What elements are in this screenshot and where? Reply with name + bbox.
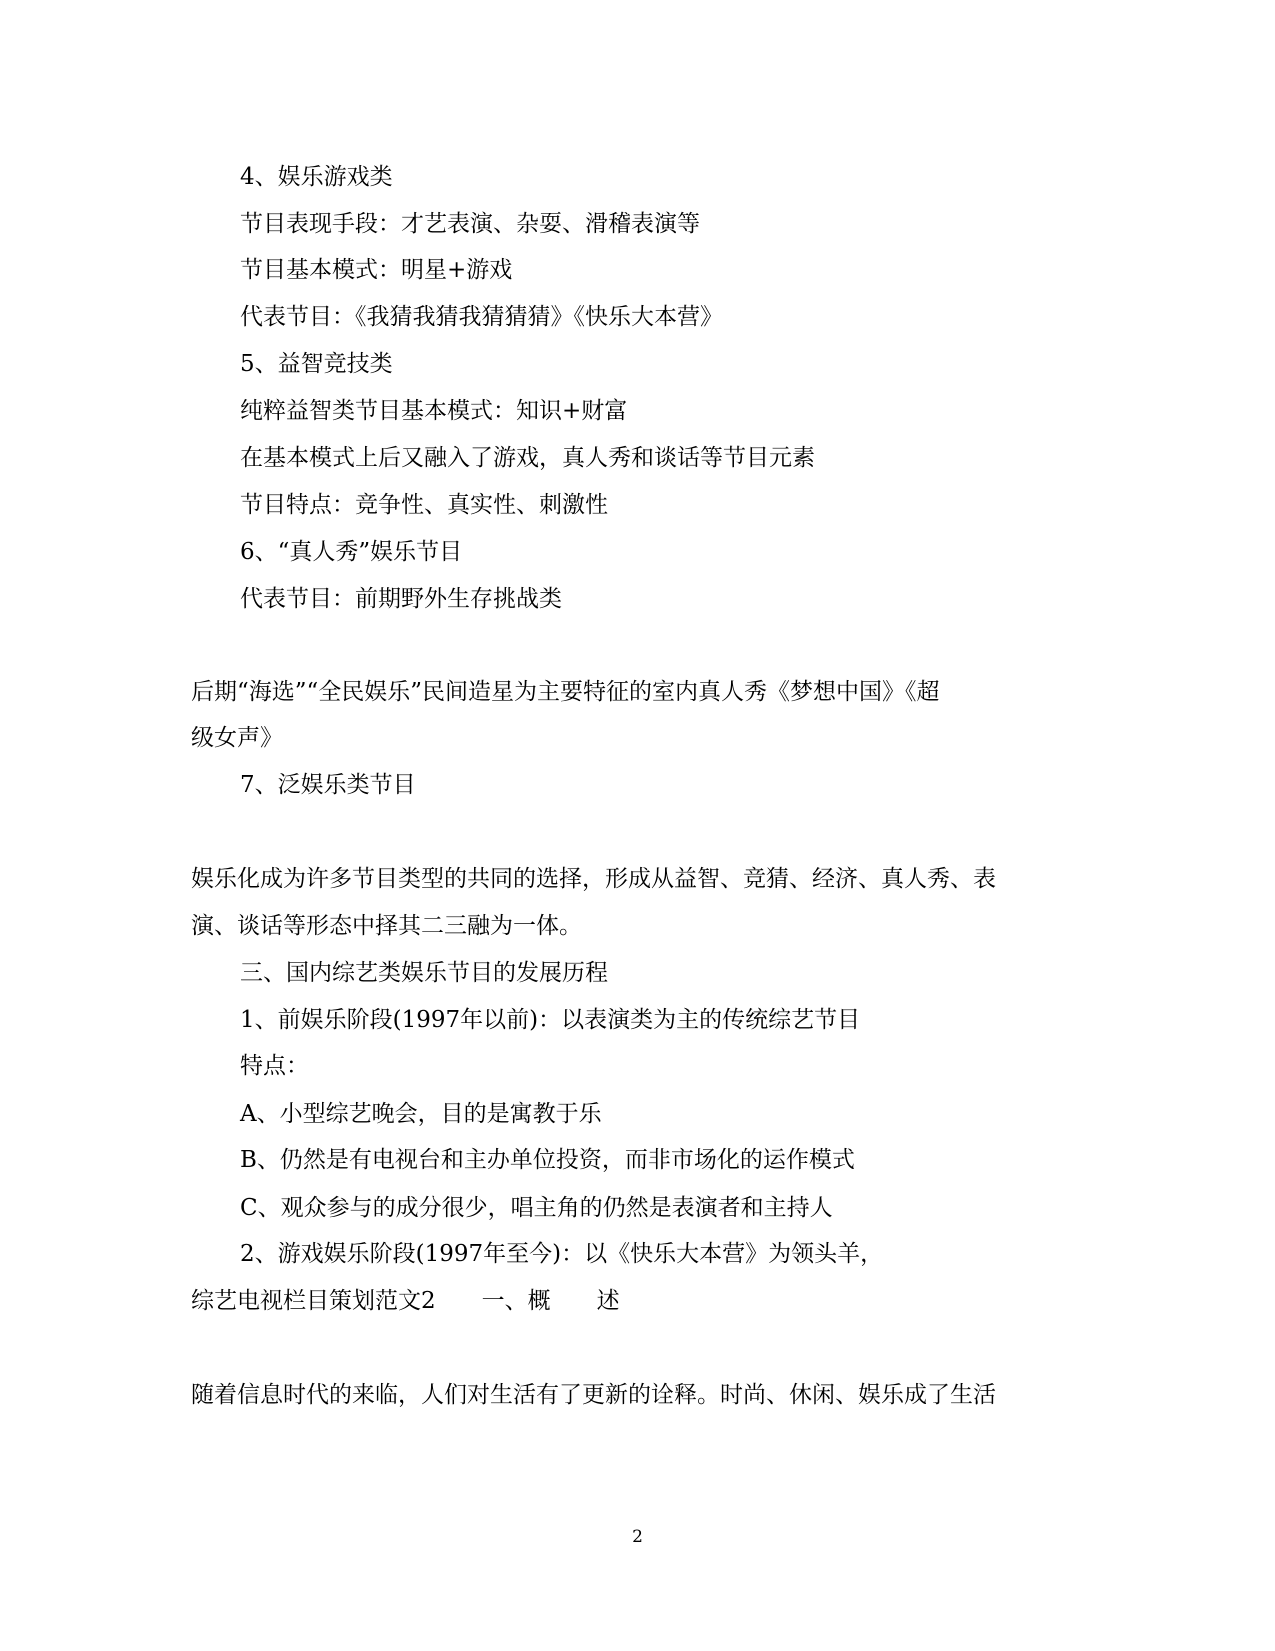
text-line: 代表节目：前期野外生存挑战类 <box>240 586 562 612</box>
text-line: 后期“海选”“全民娱乐”民间造星为主要特征的室内真人秀《梦想中国》《超 <box>191 679 940 705</box>
text-line: 7、泛娱乐类节目 <box>240 772 416 798</box>
text-line: A、小型综艺晚会，目的是寓教于乐 <box>240 1101 602 1127</box>
text-line: 娱乐化成为许多节目类型的共同的选择，形成从益智、竞猜、经济、真人秀、表 <box>191 866 996 892</box>
text-line: 特点： <box>240 1053 309 1079</box>
text-line: 综艺电视栏目策划范文2 一、概 述 <box>191 1288 620 1314</box>
text-line: 三、国内综艺类娱乐节目的发展历程 <box>240 960 608 986</box>
text-line: 节目基本模式：明星+游戏 <box>240 257 513 283</box>
text-line: 4、娱乐游戏类 <box>240 164 393 190</box>
text-line: B、仍然是有电视台和主办单位投资，而非市场化的运作模式 <box>240 1147 855 1173</box>
text-line: 在基本模式上后又融入了游戏，真人秀和谈话等节目元素 <box>240 445 815 471</box>
text-line: 节目特点：竞争性、真实性、刺激性 <box>240 492 608 518</box>
text-line: 5、益智竞技类 <box>240 351 393 377</box>
text-line: 级女声》 <box>191 725 283 751</box>
text-line: 演、谈话等形态中择其二三融为一体。 <box>191 913 582 939</box>
text-line: 节目表现手段：才艺表演、杂耍、滑稽表演等 <box>240 211 700 237</box>
text-line: 6、“真人秀”娱乐节目 <box>240 539 463 565</box>
text-line: 2、游戏娱乐阶段(1997年至今)：以《快乐大本营》为领头羊， <box>240 1241 884 1267</box>
text-line: 1、前娱乐阶段(1997年以前)：以表演类为主的传统综艺节目 <box>240 1007 861 1033</box>
text-line: 随着信息时代的来临，人们对生活有了更新的诠释。时尚、休闲、娱乐成了生活 <box>191 1382 996 1408</box>
page-number: 2 <box>632 1527 643 1547</box>
text-line: 代表节目：《我猜我猜我猜猜猜》《快乐大本营》 <box>240 304 723 330</box>
text-line: C、观众参与的成分很少，唱主角的仍然是表演者和主持人 <box>240 1195 833 1221</box>
text-line: 纯粹益智类节目基本模式：知识+财富 <box>240 398 628 424</box>
